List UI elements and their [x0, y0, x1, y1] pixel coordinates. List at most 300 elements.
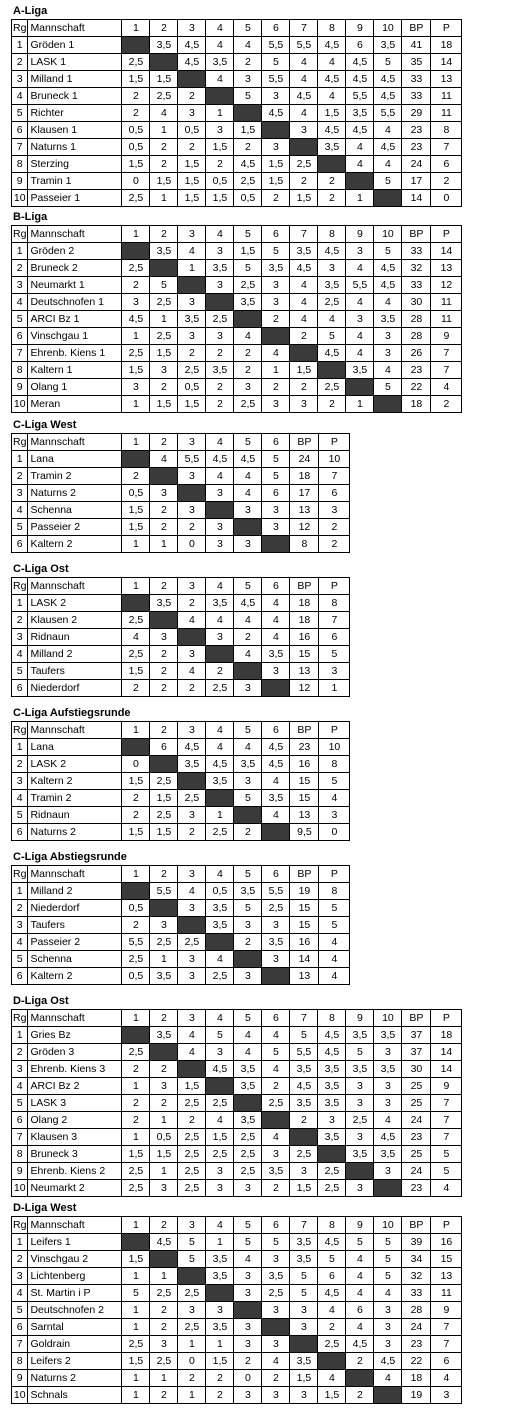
- team-name: Olang 1: [28, 379, 122, 396]
- table-row: [12, 934, 350, 951]
- score-cell: 2: [206, 1370, 234, 1387]
- opponent-number-header: 2: [150, 434, 178, 451]
- score-cell: 1,5: [318, 1387, 346, 1404]
- score-cell: 4: [262, 773, 290, 790]
- score-cell: 3,5: [206, 1319, 234, 1336]
- table-row: [12, 451, 350, 468]
- score-cell: 4: [346, 1285, 374, 1302]
- score-cell: 4: [374, 122, 402, 139]
- bp-cell: 23: [402, 139, 431, 156]
- score-cell: 2,5: [178, 1319, 206, 1336]
- score-cell: 2,5: [150, 934, 178, 951]
- rank-cell: 2: [12, 468, 28, 485]
- bp-cell: 23: [402, 122, 431, 139]
- table-row: [12, 328, 462, 345]
- score-cell: 3: [262, 1387, 290, 1404]
- score-cell: 0: [234, 1370, 262, 1387]
- bp-cell: 15: [290, 646, 319, 663]
- score-cell: 5,5: [346, 88, 374, 105]
- table-row: [12, 379, 462, 396]
- rank-cell: 5: [12, 663, 28, 680]
- points-cell: 18: [431, 37, 462, 54]
- score-cell: 3: [206, 1044, 234, 1061]
- opponent-number-header: 6: [262, 722, 290, 739]
- score-cell: 3: [374, 1302, 402, 1319]
- score-cell: 5: [290, 1027, 318, 1044]
- bp-cell: 28: [402, 311, 431, 328]
- team-name: Niederdorf: [28, 680, 122, 697]
- table-row: [12, 243, 462, 260]
- team-name: Naturns 2: [28, 824, 122, 841]
- opponent-number-header: 5: [234, 722, 262, 739]
- bp-cell: 18: [402, 1370, 431, 1387]
- table-row: [12, 629, 350, 646]
- points-header: P: [319, 434, 350, 451]
- team-name: Ehrenb. Kiens 1: [28, 345, 122, 362]
- self-match-cell: [178, 485, 206, 502]
- team-name: Milland 1: [28, 71, 122, 88]
- rank-cell: 6: [12, 1112, 28, 1129]
- score-cell: 2: [150, 519, 178, 536]
- score-cell: 2,5: [122, 260, 150, 277]
- bp-cell: 19: [402, 1387, 431, 1404]
- score-cell: 2: [150, 1302, 178, 1319]
- team-name: Tramin 2: [28, 468, 122, 485]
- score-cell: 1: [150, 1370, 178, 1387]
- score-cell: 5: [262, 1044, 290, 1061]
- score-cell: 2: [178, 345, 206, 362]
- points-cell: 14: [431, 243, 462, 260]
- opponent-number-header: 10: [374, 1217, 402, 1234]
- team-name: Passeier 2: [28, 519, 122, 536]
- score-cell: 6: [318, 1268, 346, 1285]
- self-match-cell: [178, 629, 206, 646]
- team-name: Kaltern 1: [28, 362, 122, 379]
- score-cell: 1,5: [206, 139, 234, 156]
- score-cell: 2: [206, 663, 234, 680]
- table-row: [12, 1112, 462, 1129]
- rank-cell: 7: [12, 345, 28, 362]
- score-cell: 3: [262, 951, 290, 968]
- score-cell: 1: [150, 122, 178, 139]
- score-cell: 5: [122, 1285, 150, 1302]
- bp-cell: 12: [290, 519, 319, 536]
- rank-cell: 4: [12, 934, 28, 951]
- rank-cell: 8: [12, 1146, 28, 1163]
- league-section: [11, 851, 350, 985]
- points-cell: 6: [319, 485, 350, 502]
- table-row: [12, 1146, 462, 1163]
- team-name: LASK 2: [28, 756, 122, 773]
- bp-cell: 37: [402, 1044, 431, 1061]
- points-cell: 1: [319, 680, 350, 697]
- score-cell: 5: [234, 1234, 262, 1251]
- score-cell: 1,5: [122, 362, 150, 379]
- score-cell: 2: [122, 105, 150, 122]
- score-cell: 2: [150, 1061, 178, 1078]
- score-cell: 4,5: [318, 1234, 346, 1251]
- score-cell: 3: [206, 328, 234, 345]
- opponent-number-header: 9: [346, 1010, 374, 1027]
- score-cell: 1,5: [206, 1129, 234, 1146]
- score-cell: 3: [234, 968, 262, 985]
- score-cell: 1: [206, 807, 234, 824]
- score-cell: 3: [290, 396, 318, 413]
- bp-cell: 22: [402, 379, 431, 396]
- table-row: [12, 468, 350, 485]
- score-cell: 1,5: [122, 156, 150, 173]
- score-cell: 1,5: [290, 362, 318, 379]
- score-cell: 3: [374, 1336, 402, 1353]
- bp-cell: 23: [402, 1129, 431, 1146]
- table-row: [12, 1387, 462, 1404]
- table-row: [12, 917, 350, 934]
- score-cell: 3,5: [178, 756, 206, 773]
- bp-cell: 33: [402, 1285, 431, 1302]
- score-cell: 5: [150, 277, 178, 294]
- table-row: [12, 1336, 462, 1353]
- score-cell: 2,5: [234, 396, 262, 413]
- self-match-cell: [122, 883, 150, 900]
- score-cell: 3,5: [290, 243, 318, 260]
- self-match-cell: [122, 243, 150, 260]
- score-cell: 3: [150, 485, 178, 502]
- score-cell: 1: [122, 1319, 150, 1336]
- bp-cell: 30: [402, 1061, 431, 1078]
- bp-cell: 33: [402, 88, 431, 105]
- score-cell: 4: [262, 1353, 290, 1370]
- opponent-number-header: 2: [150, 722, 178, 739]
- points-cell: 4: [319, 951, 350, 968]
- score-cell: 4,5: [374, 1353, 402, 1370]
- score-cell: 2,5: [318, 294, 346, 311]
- score-cell: 1,5: [206, 190, 234, 207]
- score-cell: 1,5: [150, 396, 178, 413]
- points-cell: 7: [319, 468, 350, 485]
- self-match-cell: [262, 536, 290, 553]
- table-row: [12, 1095, 462, 1112]
- table-row: [12, 1163, 462, 1180]
- self-match-cell: [206, 1285, 234, 1302]
- score-cell: 3,5: [346, 105, 374, 122]
- bp-cell: 29: [402, 105, 431, 122]
- score-cell: 4,5: [318, 1027, 346, 1044]
- score-cell: 5: [374, 379, 402, 396]
- self-match-cell: [122, 451, 150, 468]
- rank-cell: 3: [12, 1061, 28, 1078]
- score-cell: 4,5: [234, 595, 262, 612]
- team-name: Bruneck 1: [28, 88, 122, 105]
- bp-cell: 13: [290, 502, 319, 519]
- score-cell: 3: [150, 362, 178, 379]
- score-cell: 2: [122, 807, 150, 824]
- score-cell: 1,5: [122, 1251, 150, 1268]
- rank-cell: 10: [12, 190, 28, 207]
- score-cell: 3: [206, 485, 234, 502]
- self-match-cell: [290, 139, 318, 156]
- table-row: [12, 156, 462, 173]
- team-name: LASK 1: [28, 54, 122, 71]
- score-cell: 2,5: [206, 968, 234, 985]
- self-match-cell: [178, 773, 206, 790]
- opponent-number-header: 5: [234, 866, 262, 883]
- score-cell: 4: [262, 1027, 290, 1044]
- header-row: [12, 722, 350, 739]
- score-cell: 4: [206, 468, 234, 485]
- score-cell: 3,5: [234, 294, 262, 311]
- score-cell: 1,5: [178, 190, 206, 207]
- score-cell: 3: [374, 328, 402, 345]
- score-cell: 5: [290, 1285, 318, 1302]
- table-row: [12, 173, 462, 190]
- bp-cell: 32: [402, 260, 431, 277]
- league-section: [11, 563, 350, 697]
- opponent-number-header: 8: [318, 1010, 346, 1027]
- team-name: Lichtenberg: [28, 1268, 122, 1285]
- team-name: ARCI Bz 2: [28, 1078, 122, 1095]
- score-cell: 3,5: [206, 773, 234, 790]
- score-cell: 4: [234, 468, 262, 485]
- score-cell: 2: [290, 1112, 318, 1129]
- score-cell: 3: [234, 379, 262, 396]
- opponent-number-header: 1: [122, 1010, 150, 1027]
- team-name: Kaltern 2: [28, 968, 122, 985]
- score-cell: 3: [150, 1078, 178, 1095]
- score-cell: 1: [122, 396, 150, 413]
- score-cell: 4: [346, 1268, 374, 1285]
- table-row: [12, 88, 462, 105]
- score-cell: 4,5: [206, 451, 234, 468]
- self-match-cell: [150, 260, 178, 277]
- table-row: [12, 396, 462, 413]
- opponent-number-header: 5: [234, 434, 262, 451]
- score-cell: 3: [262, 396, 290, 413]
- score-cell: 1: [178, 1387, 206, 1404]
- score-cell: 3: [234, 1336, 262, 1353]
- table-row: [12, 277, 462, 294]
- points-header: P: [319, 722, 350, 739]
- opponent-number-header: 5: [234, 1217, 262, 1234]
- points-cell: 6: [431, 1353, 462, 1370]
- table-row: [12, 1044, 462, 1061]
- score-cell: 2: [122, 468, 150, 485]
- points-cell: 4: [319, 934, 350, 951]
- self-match-cell: [234, 1095, 262, 1112]
- self-match-cell: [122, 37, 150, 54]
- team-name: Lana: [28, 739, 122, 756]
- score-cell: 4,5: [262, 105, 290, 122]
- points-cell: 11: [431, 88, 462, 105]
- score-cell: 3: [346, 243, 374, 260]
- score-cell: 2,5: [206, 311, 234, 328]
- rank-cell: 7: [12, 1129, 28, 1146]
- score-cell: 4: [234, 1027, 262, 1044]
- rank-cell: 5: [12, 1302, 28, 1319]
- score-cell: 2: [206, 396, 234, 413]
- bp-header: BP: [290, 578, 319, 595]
- score-cell: 2: [122, 1112, 150, 1129]
- bp-cell: 16: [290, 629, 319, 646]
- score-cell: 1: [206, 1336, 234, 1353]
- score-cell: 3: [262, 1336, 290, 1353]
- score-cell: 1,5: [150, 71, 178, 88]
- score-cell: 3: [290, 1387, 318, 1404]
- score-cell: 4,5: [318, 345, 346, 362]
- score-cell: 2,5: [262, 900, 290, 917]
- score-cell: 2,5: [122, 54, 150, 71]
- score-cell: 1,5: [150, 824, 178, 841]
- bp-cell: 24: [402, 1112, 431, 1129]
- bp-cell: 30: [402, 294, 431, 311]
- points-cell: 4: [319, 968, 350, 985]
- score-cell: 3,5: [234, 1112, 262, 1129]
- self-match-cell: [234, 311, 262, 328]
- rank-cell: 2: [12, 260, 28, 277]
- score-cell: 3,5: [206, 362, 234, 379]
- score-cell: 2: [150, 680, 178, 697]
- score-cell: 5: [234, 260, 262, 277]
- score-cell: 2,5: [178, 1180, 206, 1197]
- score-cell: 3: [374, 1078, 402, 1095]
- score-cell: 2: [178, 680, 206, 697]
- rank-cell: 6: [12, 328, 28, 345]
- score-cell: 0,5: [150, 1129, 178, 1146]
- score-cell: 2: [122, 790, 150, 807]
- score-cell: 1: [150, 1112, 178, 1129]
- bp-cell: 33: [402, 243, 431, 260]
- rank-cell: 2: [12, 900, 28, 917]
- table-row: [12, 595, 350, 612]
- rank-cell: 6: [12, 968, 28, 985]
- league-section: [11, 419, 350, 553]
- table-row: [12, 1251, 462, 1268]
- score-cell: 5: [318, 1251, 346, 1268]
- opponent-number-header: 1: [122, 722, 150, 739]
- score-cell: 3: [290, 1163, 318, 1180]
- bp-cell: 18: [290, 468, 319, 485]
- score-cell: 3: [206, 277, 234, 294]
- rank-cell: 1: [12, 1027, 28, 1044]
- score-cell: 5,5: [262, 71, 290, 88]
- score-cell: 3,5: [234, 1061, 262, 1078]
- team-name: Ridnaun: [28, 807, 122, 824]
- score-cell: 3,5: [262, 646, 290, 663]
- score-cell: 2: [178, 595, 206, 612]
- self-match-cell: [318, 1146, 346, 1163]
- points-cell: 7: [431, 1112, 462, 1129]
- score-cell: 4,5: [290, 260, 318, 277]
- score-cell: 1: [150, 536, 178, 553]
- score-cell: 3,5: [290, 1251, 318, 1268]
- score-cell: 4: [262, 807, 290, 824]
- score-cell: 2: [234, 934, 262, 951]
- table-row: [12, 1370, 462, 1387]
- score-cell: 4: [262, 345, 290, 362]
- standings-table: [11, 433, 350, 553]
- team-name: Bruneck 3: [28, 1146, 122, 1163]
- score-cell: 2,5: [234, 1146, 262, 1163]
- table-row: [12, 54, 462, 71]
- score-cell: 3: [234, 680, 262, 697]
- score-cell: 4,5: [346, 71, 374, 88]
- league-title: B-Liga: [13, 211, 48, 223]
- score-cell: 6: [262, 485, 290, 502]
- self-match-cell: [374, 190, 402, 207]
- opponent-number-header: 8: [318, 1217, 346, 1234]
- score-cell: 2: [150, 379, 178, 396]
- score-cell: 4: [346, 328, 374, 345]
- team-name: Klausen 3: [28, 1129, 122, 1146]
- points-cell: 2: [431, 396, 462, 413]
- score-cell: 6: [346, 37, 374, 54]
- rank-header: Rg: [12, 578, 28, 595]
- score-cell: 4: [206, 612, 234, 629]
- points-cell: 10: [319, 451, 350, 468]
- score-cell: 3: [290, 122, 318, 139]
- score-cell: 3,5: [206, 1251, 234, 1268]
- rank-header: Rg: [12, 722, 28, 739]
- standings-table: [11, 865, 350, 985]
- self-match-cell: [262, 824, 290, 841]
- bp-cell: 23: [402, 1180, 431, 1197]
- table-row: [12, 773, 350, 790]
- rank-cell: 6: [12, 1319, 28, 1336]
- team-name: Bruneck 2: [28, 260, 122, 277]
- table-row: [12, 739, 350, 756]
- score-cell: 4: [318, 1302, 346, 1319]
- league-title: C-Liga Abstiegsrunde: [13, 851, 127, 863]
- score-cell: 3: [234, 502, 262, 519]
- score-cell: 5: [318, 328, 346, 345]
- league-section: [11, 5, 462, 207]
- self-match-cell: [234, 519, 262, 536]
- score-cell: 3,5: [206, 900, 234, 917]
- team-name: Schenna: [28, 951, 122, 968]
- score-cell: 4: [346, 139, 374, 156]
- score-cell: 4: [290, 71, 318, 88]
- team-name: Vinschgau 2: [28, 1251, 122, 1268]
- score-cell: 4: [178, 612, 206, 629]
- team-name: Ehrenb. Kiens 2: [28, 1163, 122, 1180]
- rank-cell: 1: [12, 883, 28, 900]
- score-cell: 3,5: [318, 277, 346, 294]
- score-cell: 4: [318, 88, 346, 105]
- self-match-cell: [178, 71, 206, 88]
- score-cell: 4: [234, 739, 262, 756]
- team-name: Klausen 2: [28, 612, 122, 629]
- table-row: [12, 1319, 462, 1336]
- bp-cell: 28: [402, 1302, 431, 1319]
- score-cell: 2,5: [318, 1336, 346, 1353]
- score-cell: 4,5: [234, 156, 262, 173]
- score-cell: 4: [234, 1044, 262, 1061]
- score-cell: 3: [206, 629, 234, 646]
- rank-cell: 6: [12, 680, 28, 697]
- bp-cell: 25: [402, 1078, 431, 1095]
- score-cell: 2: [234, 629, 262, 646]
- table-row: [12, 612, 350, 629]
- score-cell: 2: [262, 1370, 290, 1387]
- opponent-number-header: 3: [178, 578, 206, 595]
- team-name: Ridnaun: [28, 629, 122, 646]
- points-cell: 2: [319, 519, 350, 536]
- team-name: Schenna: [28, 502, 122, 519]
- score-cell: 3: [262, 663, 290, 680]
- score-cell: 4: [206, 739, 234, 756]
- score-cell: 2,5: [178, 1146, 206, 1163]
- score-cell: 2: [290, 328, 318, 345]
- table-row: [12, 139, 462, 156]
